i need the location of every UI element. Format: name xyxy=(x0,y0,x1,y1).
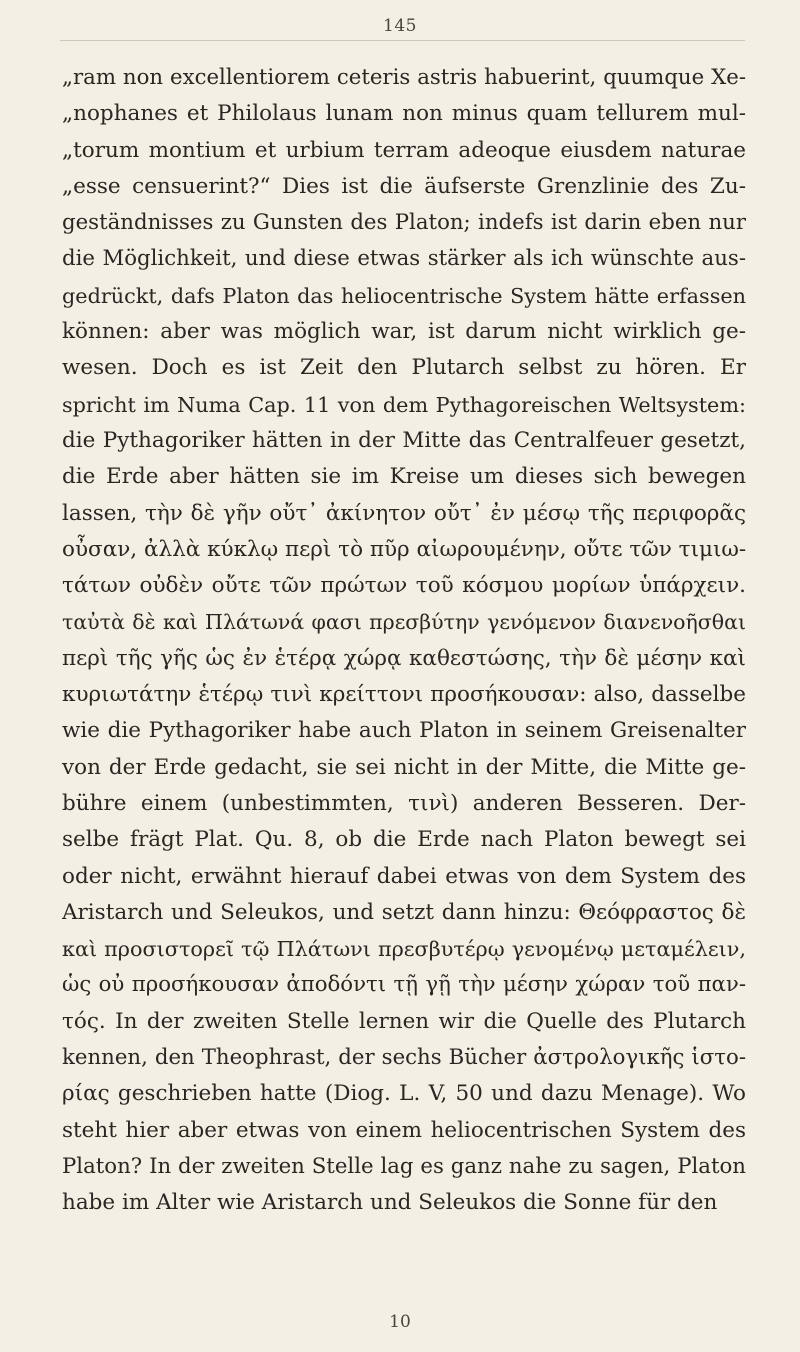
text-line: spricht im Numa Cap. 11 von dem Pythagoreischen Weltsystem: xyxy=(62,392,746,417)
text-line: wie die Pythagoriker habe auch Platon in seinem Greisenalter xyxy=(62,718,746,744)
greek-text-line: ταὐτὰ δὲ καὶ Πλάτωνά φασι πρεσβύτην γενόμενον διανενοῆσθαι xyxy=(62,610,746,635)
page-number: 145 xyxy=(383,16,417,36)
text-line: Aristarch und Seleukos, und setzt dann hinzu: Θεόφραστος δὲ xyxy=(62,899,746,925)
text-line: ρίας geschrieben hatte (Diog. L. V, 50 und dazu Menage). Wo xyxy=(62,1081,746,1107)
text-line: kennen, den Theophrast, der sechs Bücher ἀστρολογικῆς ἱστο- xyxy=(62,1045,746,1071)
text-line: wesen. Doch es ist Zeit den Plutarch selbst zu hören. Er xyxy=(62,355,746,381)
greek-text-line: κυριωτάτην ἑτέρῳ τινὶ κρείττονι προσήκουσαν: also, dasselbe xyxy=(62,682,746,708)
text-line: gedrückt, dafs Platon das heliocentrische System hätte erfassen xyxy=(62,283,746,308)
text-line: die Möglichkeit, und diese etwas stärker als ich wünschte aus- xyxy=(62,246,746,272)
header-rule xyxy=(60,40,745,41)
text-line: „ram non excellentiorem ceteris astris habuerint, quumque Xe- xyxy=(62,65,746,90)
text-line: von der Erde gedacht, sie sei nicht in der Mitte, die Mitte ge- xyxy=(62,754,746,780)
text-line: die Pythagoriker hätten in der Mitte das Centralfeuer gesetzt, xyxy=(62,427,746,453)
greek-text-line: ὡς οὐ προσήκουσαν ἀποδόντι τῇ γῇ τὴν μέσην χώραν τοῦ παν- xyxy=(62,972,746,998)
text-line: „torum montium et urbium terram adeoque eiusdem naturae xyxy=(62,137,746,163)
text-line: selbe frägt Plat. Qu. 8, ob die Erde nach Platon bewegt sei xyxy=(62,827,746,853)
text-line: oder nicht, erwähnt hierauf dabei etwas von dem System des xyxy=(62,863,746,889)
text-line: habe im Alter wie Aristarch und Seleukos die Sonne für den xyxy=(62,1190,718,1216)
greek-text-line: lassen, τὴν δὲ γῆν οὔτ᾿ ἀκίνητον οὔτ᾿ ἐν μέσῳ τῆς περιφορᾶς xyxy=(62,500,746,526)
text-line: τός. In der zweiten Stelle lernen wir die Quelle des Plutarch xyxy=(62,1008,746,1034)
text-line: die Erde aber hätten sie im Kreise um dieses sich bewegen xyxy=(62,464,746,490)
text-line: steht hier aber etwas von einem heliocentrischen System des xyxy=(62,1117,746,1143)
greek-text-line: οὖσαν, ἀλλὰ κύκλῳ περὶ τὸ πῦρ αἰωρουμένην, οὔτε τῶν τιμιω- xyxy=(62,536,746,562)
text-line: geständnisses zu Gunsten des Platon; indefs ist darin eben nur xyxy=(62,210,746,236)
body-text xyxy=(62,60,746,1222)
text-line: können: aber was möglich war, ist darum nicht wirklich ge- xyxy=(62,319,746,345)
greek-text-line: περὶ τῆς γῆς ὡς ἐν ἑτέρᾳ χώρᾳ καθεστώσης, τὴν δὲ μέσην καὶ xyxy=(62,645,746,671)
text-line: Platon? In der zweiten Stelle lag es ganz nahe zu sagen, Platon xyxy=(62,1153,746,1179)
greek-text-line: τάτων οὐδὲν οὔτε τῶν πρώτων τοῦ κόσμου μορίων ὑπάρχειν. xyxy=(62,573,746,599)
greek-text-line: καὶ προσιστορεῖ τῷ Πλάτωνι πρεσβυτέρῳ γενομένῳ μεταμέλειν, xyxy=(62,937,746,962)
signature-mark: 10 xyxy=(389,1312,411,1332)
text-line: bühre einem (unbestimmten, τινὶ) anderen Besseren. Der- xyxy=(62,790,746,816)
text-line: „esse censuerint?“ Dies ist die äufserste Grenzlinie des Zu- xyxy=(62,173,746,199)
text-line: „nophanes et Philolaus lunam non minus quam tellurem mul- xyxy=(62,101,746,127)
